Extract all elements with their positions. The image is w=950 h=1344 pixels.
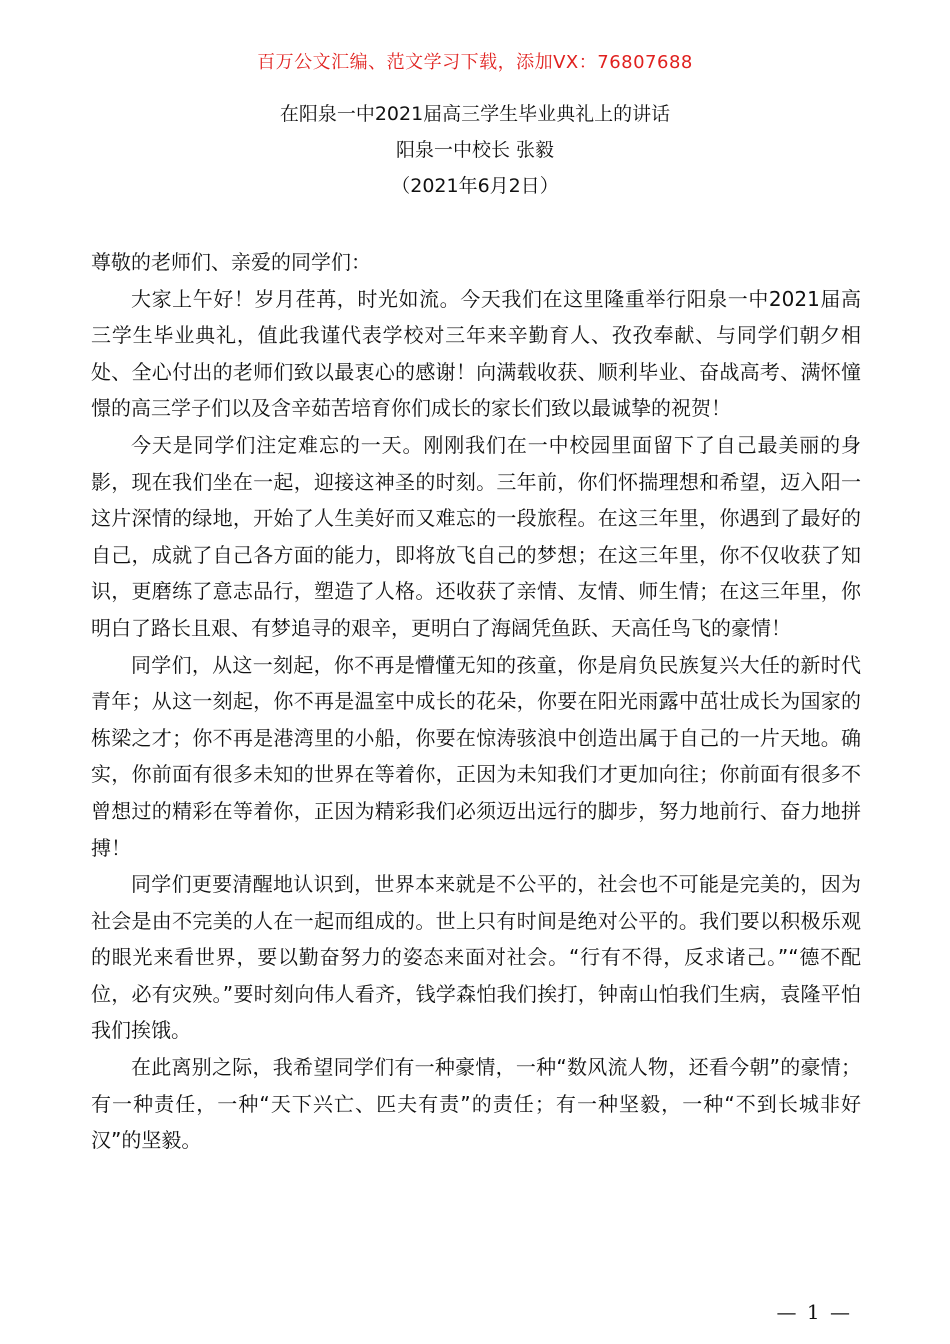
speech-title: 在阳泉一中2021届高三学生毕业典礼上的讲话 — [279, 103, 671, 125]
page-number: — 1 — — [776, 1300, 852, 1324]
paragraph: 在此离别之际，我希望同学们有一种豪情，一种“数风流人物，还看今朝”的豪情；有一种责任，一种“天下兴亡、匹夫有责”的责任；有一种坚毅，一种“不到长城非好汉”的坚毅。 — [91, 1055, 861, 1153]
speech-date: （2021年6月2日） — [391, 175, 559, 197]
salutation: 尊敬的老师们、亲爱的同学们： — [91, 250, 371, 274]
header-note: 百万公文汇编、范文学习下载，添加VX：76807688 — [257, 52, 693, 73]
title-block — [0, 96, 950, 204]
page-number-footer — [0, 1300, 950, 1324]
speech-author: 阳泉一中校长 张毅 — [395, 139, 555, 161]
speech-body — [91, 244, 861, 1159]
paragraph: 今天是同学们注定难忘的一天。刚刚我们在一中校园里面留下了自己最美丽的身影，现在我们坐在一起，迎接这神圣的时刻。三年前，你们怀揣理想和希望，迈入阳一这片深情的绿地，开始了人生美好而又难忘的一段旅程。在这三年里，你遇到了最好的自己，成就了自己各方面的能力，即将放飞自己的梦想；在这三年里，你不仅收获了知识，更磨练了意志品行，塑造了人格。还收获了亲情、友情、师生情；在这三年里，你明白了路长且艰、有梦追寻的艰辛，更明白了海阔凭鱼跃、天高任鸟飞的豪情！ — [91, 432, 861, 640]
paragraph: 同学们更要清醒地认识到，世界本来就是不公平的，社会也不可能是完美的，因为社会是由不完美的人在一起而组成的。世上只有时间是绝对公平的。我们要以积极乐观的眼光来看世界，要以勤奋努力的姿态来面对社会。“行有不得，反求诸己。”“德不配位，必有灾殃。”要时刻向伟人看齐，钱学森怕我们挨打，钟南山怕我们生病，袁隆平怕我们挨饿。 — [91, 872, 861, 1043]
paragraph: 大家上午好！岁月荏苒，时光如流。今天我们在这里隆重举行阳泉一中2021届高三学生毕业典礼，值此我谨代表学校对三年来辛勤育人、孜孜奉献、与同学们朝夕相处、全心付出的老师们致以最衷心的感谢！向满载收获、顺利毕业、奋战高考、满怀憧憬的高三学子们以及含辛茹苦培育你们成长的家长们致以最诚挚的祝贺！ — [91, 286, 861, 421]
paragraph: 同学们，从这一刻起，你不再是懵懂无知的孩童，你是肩负民族复兴大任的新时代青年；从这一刻起，你不再是温室中成长的花朵，你要在阳光雨露中茁壮成长为国家的栋梁之才；你不再是港湾里的小船，你要在惊涛骇浪中创造出属于自己的一片天地。确实，你前面有很多未知的世界在等着你，正因为未知我们才更加向往；你前面有很多不曾想过的精彩在等着你，正因为精彩我们必须迈出远行的脚步，努力地前行、奋力地拼搏！ — [91, 652, 861, 860]
